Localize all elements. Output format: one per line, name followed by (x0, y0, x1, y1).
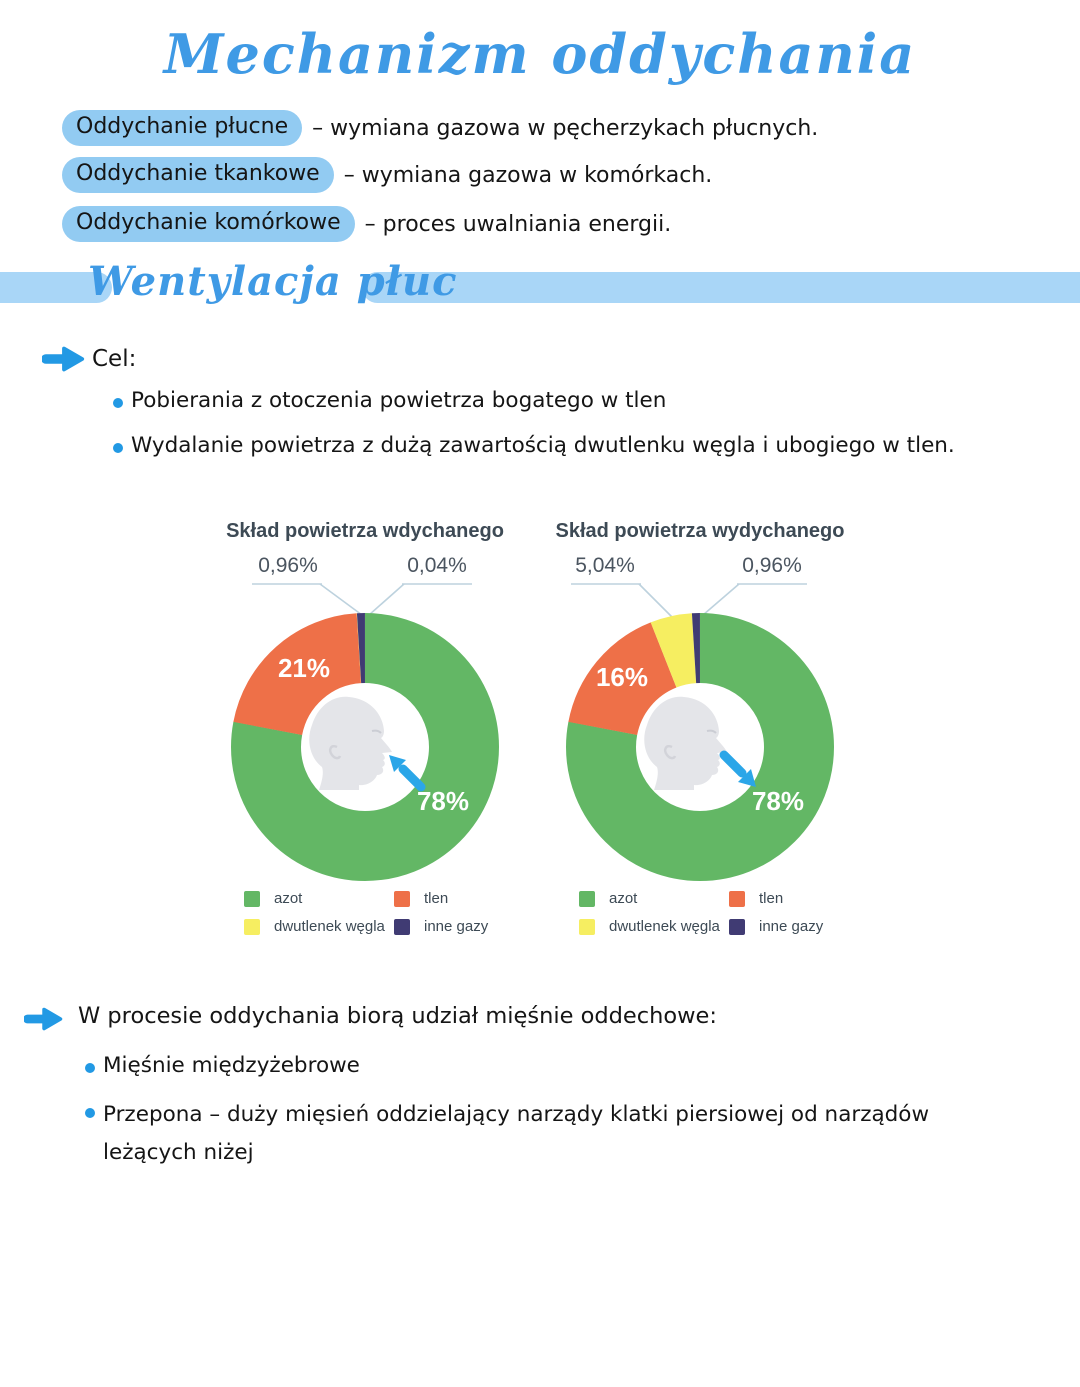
muscles-bullet: Przepona – duży mięsień oddzielający narządy klatki piersiowej od narządów leżących niżej (103, 1102, 930, 1165)
legend-item (394, 890, 524, 907)
callout-label: 0,04% (407, 554, 467, 577)
legend-swatch (729, 919, 745, 935)
callout-label: 0,96% (258, 554, 318, 577)
legend-label: dwutlenek węgla (609, 918, 720, 935)
exhale-arrow-icon (724, 755, 756, 787)
donut-chart (535, 558, 865, 888)
definition-row (62, 157, 712, 193)
chart-title: Skład powietrza wdychanego (226, 520, 504, 542)
callout-label: 0,96% (742, 554, 802, 577)
legend-swatch (579, 919, 595, 935)
callout-label: 5,04% (575, 554, 635, 577)
definition-row (62, 110, 818, 146)
definition-text: – wymiana gazowa w pęcherzykach płucnych. (312, 115, 819, 141)
legend-swatch (244, 891, 260, 907)
legend-label: tlen (759, 890, 784, 907)
slice-label: 78% (416, 786, 470, 816)
legend-item (729, 918, 859, 935)
arrow-icon (42, 343, 86, 375)
bullet-dot-icon (113, 398, 123, 408)
muscles-bullet: Mięśnie międzyżebrowe (103, 1053, 360, 1078)
legend-swatch (394, 919, 410, 935)
legend-item (244, 890, 394, 907)
section-banner (0, 258, 1080, 318)
page-title: Mechanizm oddychania (163, 22, 917, 86)
legend-label: dwutlenek węgla (274, 918, 385, 935)
legend-item (579, 918, 729, 935)
chart-legend (579, 890, 859, 935)
chart-exhaled-air (535, 518, 865, 948)
chart-inhaled-air (200, 518, 530, 948)
highlighted-term: Oddychanie tkankowe (62, 157, 334, 193)
legend-swatch (729, 891, 745, 907)
legend-item (244, 918, 394, 935)
definition-text: – proces uwalniania energii. (364, 211, 672, 237)
bullet-dot-icon (85, 1108, 95, 1118)
highlighted-term: Oddychanie komórkowe (62, 206, 355, 242)
slice-label: 16% (595, 662, 649, 692)
legend-label: inne gazy (424, 918, 489, 935)
legend-swatch (394, 891, 410, 907)
chart-legend (244, 890, 524, 935)
legend-swatch (244, 919, 260, 935)
legend-label: tlen (424, 890, 449, 907)
banner-right-bar (362, 272, 1080, 303)
highlighted-term: Oddychanie płucne (62, 110, 302, 146)
definition-row (62, 206, 671, 242)
chart-title: Skład powietrza wydychanego (555, 520, 845, 542)
muscles-intro: W procesie oddychania biorą udział mięśnie oddechowe: (78, 1003, 717, 1029)
legend-label: inne gazy (759, 918, 824, 935)
legend-swatch (579, 891, 595, 907)
arrow-icon (24, 1004, 64, 1034)
section-title: Wentylacja płuc (88, 258, 458, 305)
donut-chart (200, 558, 530, 888)
bullet-dot-icon (113, 443, 123, 453)
cel-label: Cel: (92, 346, 137, 372)
definition-text: – wymiana gazowa w komórkach. (343, 162, 713, 188)
slice-label: 21% (277, 653, 331, 683)
legend-item (579, 890, 729, 907)
cel-bullet: Wydalanie powietrza z dużą zawartością dwutlenku węgla i ubogiego w tlen. (131, 433, 955, 458)
cel-bullet: Pobierania z otoczenia powietrza bogatego w tlen (131, 388, 667, 413)
bullet-dot-icon (85, 1063, 95, 1073)
inhale-arrow-icon (389, 755, 421, 787)
slice-label: 78% (751, 786, 805, 816)
legend-item (729, 890, 859, 907)
head-profile-icon (309, 697, 392, 790)
legend-label: azot (274, 890, 303, 907)
legend-label: azot (609, 890, 638, 907)
head-profile-icon (644, 697, 727, 790)
legend-item (394, 918, 524, 935)
